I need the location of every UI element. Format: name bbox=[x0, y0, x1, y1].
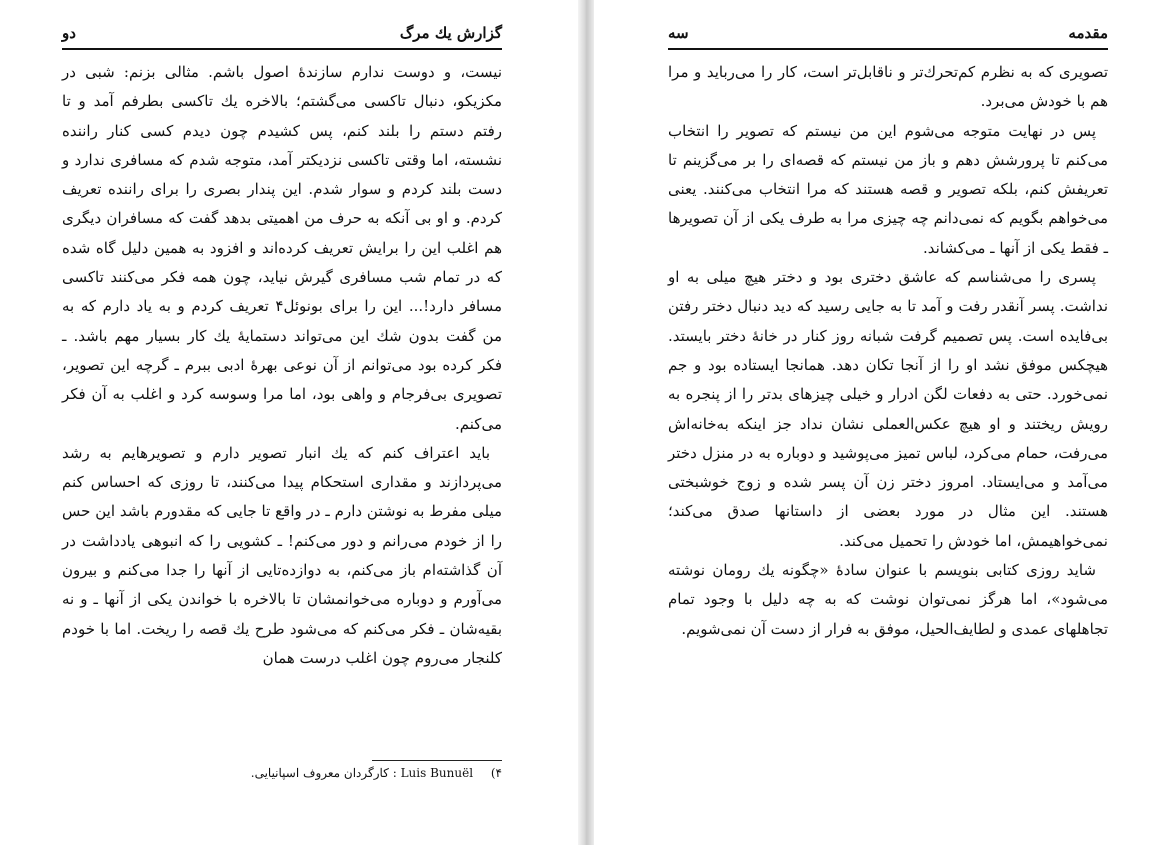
right-paragraph: تصویری که به نظرم کم‌تحرك‌تر و ناقابل‌تر است، کار را می‌رباید و مرا هم با خودش می‌برد. bbox=[668, 63, 1108, 111]
left-page-header bbox=[62, 22, 502, 50]
left-paragraph: نیست، و دوست ندارم سازندهٔ اصول باشم. مثالی بزنم: شبی در مکزیکو، دنبال تاکسی می‌گشتم؛ بالاخره یك تاکسی بطرفم آمد و تا رفتم دستم را بلند کنم، پس کشیدم چون دیدم کسی کنار راننده نشسته، اما وقتی تاکسی نزدیکتر آمد، متوجه شدم که مسافری ندارد و دست بلند کردم و سوار شدم. این پندار بصری را برای راننده تعریف کردم. و او بی آنکه به حرف من اهمیتی بدهد گفت که مسافران دیگری هم اغلب این را برایش تعریف کرده‌اند و افزود به همین دلیل گاه شده که در تمام شب مسافری گیرش نیاید، چون همه فکر می‌کنند تاکسی مسافر دارد!... این را برای بونوئل۴ تعریف کردم و به یاد دارم که به من گفت بدون شك این می‌تواند دستمایهٔ یك کار بسیار مهم باشد. ـ فکر کرده بود می‌توانم از آن نوعی بهرهٔ ادبی ببرم ـ گرچه این تصویر، تصویری بی‌فرجام و واهی بود، اما مرا وسوسه کرد و اغلب به آن فکر می‌کنم. bbox=[62, 63, 502, 433]
right-paragraph: پس در نهایت متوجه می‌شوم این من نیستم که تصویر را انتخاب می‌کنم تا پرورشش دهم و باز من نیستم که قصه‌ای را بر می‌گزینم تا تعریفش کنم، بلکه تصویر و قصه هستند که مرا انتخاب می‌کنند. یعنی می‌خواهم بگویم که نمی‌دانم چه چیزی مرا به طرف یکی از آن تصویرها ـ فقط یکی از آنها ـ می‌کشاند. bbox=[668, 121, 1108, 257]
left-paragraph: باید اعتراف کنم که یك انبار تصویر دارم و تصویرهایم به رشد می‌پردازند و مقداری استحکام پیدا می‌کنند، تا روزی که احساس کنم میلی مفرط به نوشتن دارم ـ در واقع تا جایی که مقدورم باشد این حس را از خودم می‌رانم و دور می‌کنم! ـ کشویی را که انبوهی یادداشت در آن گذاشته‌ام باز می‌کنم، به دوازده‌تایی از آنها را جدا می‌کنم و بیرون می‌آورم و دوباره می‌خوانمشان تا بالاخره با خواندن یکی از آنها ـ و نه بقیه‌شان ـ فکر می‌کنم که می‌شود طرح یك قصه را ریخت. اما با خودم کلنجار می‌روم چون اغلب درست همان bbox=[62, 443, 502, 667]
right-paragraph: شاید روزی کتابی بنویسم با عنوان سادهٔ «چگونه یك رومان نوشته می‌شود»، اما هرگز نمی‌توان نوشت که به چه دلیل با وجود تمام تجاهلهای عمدی و لطایف‌الحیل، موفق به فرار از دست آن نمی‌شویم. bbox=[668, 561, 1108, 638]
footnote bbox=[62, 764, 502, 782]
footnote-name: Luis Bunuël bbox=[400, 766, 474, 780]
right-page-number: سه bbox=[668, 24, 689, 42]
footnote-rule bbox=[372, 760, 502, 761]
footnote-text: : کارگردان معروف اسپانیایی. bbox=[250, 766, 397, 780]
right-page-body bbox=[668, 58, 1108, 644]
right-paragraph: پسری را می‌شناسم که عاشق دختری بود و دختر هیچ میلی به او نداشت. پسر آنقدر رفت و آمد تا به جایی رسید که دید دنبال دختر رفتن بی‌فایده است. پس تصمیم گرفت شبانه روز کنار در خانهٔ دختر بایستد. هیچکس موفق نشد او را از آنجا تکان دهد. همانجا ایستاده بود و جم نمی‌خورد. حتی به دفعات لگن ادرار و خیلی چیزهای بدتر را از پنجره به رویش ریختند و او هیچ عکس‌العملی نشان نداد جز اینکه به‌خانه‌اش می‌رفت، حمام می‌کرد، لباس تمیز می‌پوشید و دوباره به در منزل دختر می‌آمد و می‌ایستاد. امروز دختر زن آن پسر شده و زوج خوشبختی هستند. این مثال در مورد بعضی از داستانها صدق می‌کند؛ نمی‌خواهیمش، اما خودش را تحمیل می‌کند. bbox=[668, 268, 1108, 550]
left-page bbox=[62, 0, 502, 845]
footnote-number: ۴) bbox=[490, 766, 502, 780]
left-running-title: گزارش یك مرگ bbox=[399, 24, 502, 42]
left-page-body bbox=[62, 58, 502, 673]
right-page bbox=[668, 0, 1108, 845]
book-gutter bbox=[578, 0, 594, 845]
right-page-header bbox=[668, 22, 1108, 50]
right-running-title: مقدمه bbox=[1068, 24, 1108, 42]
left-page-number: دو bbox=[62, 24, 76, 42]
